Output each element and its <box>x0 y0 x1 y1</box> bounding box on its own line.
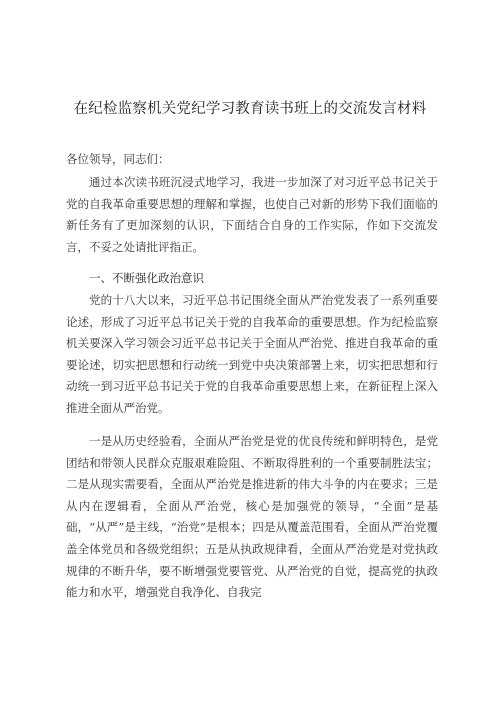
intro-paragraph: 通过本次读书班沉浸式地学习，我进一步加深了对习近平总书记关于党的自我革命重要思想的理解和掌握，也使自己对新的形势下我们面临的新任务有了更加深刻的认识，下面结合自身的工作实际，作如下交流发言，不妥之处请批评指正。 <box>66 175 438 254</box>
salutation: 各位领导，同志们： <box>66 152 170 166</box>
body-paragraph: 党的十八大以来，习近平总书记围绕全面从严治党发表了一系列重要论述，形成了习近平总书记关于党的自我革命的重要思想。作为纪检监察机关要深入学习领会习近平总书记关于全面从严治党、推进自我革命的重要论述，切实把思想和行动统一到党中央决策部署上来，切实把思想和行动统一到习近平总书记关于党的自我革命重要思想上来，在新征程上深入推进全面从严治党。 <box>66 293 438 415</box>
document-title: 在纪检监察机关党纪学习教育读书班上的交流发言材料 <box>73 101 427 117</box>
body-paragraph: 一是从历史经验看，全面从严治党是党的优良传统和鲜明特色，是党团结和带领人民群众克服艰难险阻、不断取得胜利的一个重要制胜法宝；二是从现实需要看，全面从严治党是推进新的伟大斗争的内在要求；三是从内在逻辑看，全面从严治党，核心是加强党的领导，“全面”是基础，“从严”是主线，“治党”是根本；四是从覆盖范围看，全面从严治党覆盖全体党员和各级党组织；五是从执政规律看，全面从严治党是对党执政规律的不断升华，要不断增强党要管党、从严治党的自觉，提高党的执政能力和水平，增强党自我净化、自我完 <box>66 434 438 600</box>
section-heading: 一、不断强化政治意识 <box>89 271 204 285</box>
